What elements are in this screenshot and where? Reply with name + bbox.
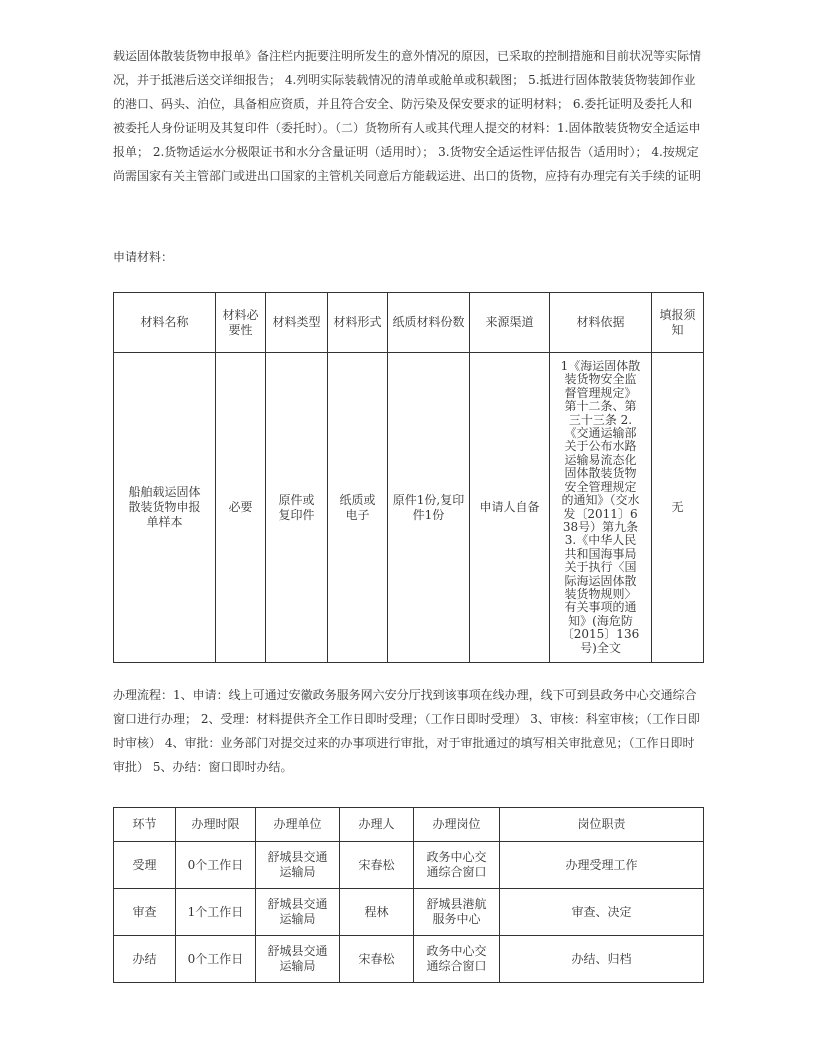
- handler-cell: 宋春松: [340, 842, 414, 889]
- time-limit-cell: 0个工作日: [176, 936, 256, 983]
- table-row: [114, 842, 704, 889]
- step-cell: 办结: [114, 936, 176, 983]
- header-material-name: 材料名称: [114, 293, 216, 353]
- material-basis-cell: 1《海运固体散装货物安全监督管理规定》第十二条、第三十三条 2.《交通运输部关于公布水路运输易流态化固体散装货物安全管理规定的通知》（交水发〔2011〕638号）第九条 3.《中华人民共和国海事局关于执行〈国际海运固体散装货物规则〉有关事项的通知》(海危防〔2015〕136号)全文: [550, 353, 652, 663]
- filling-notes-cell: 无: [652, 353, 704, 663]
- material-necessity-cell: 必要: [216, 353, 266, 663]
- header-material-necessity: 材料必要性: [216, 293, 266, 353]
- handling-unit-cell: 舒城县交通运输局: [256, 889, 340, 936]
- materials-header-row: [114, 293, 704, 353]
- post-cell: 政务中心交通综合窗口: [414, 936, 500, 983]
- source-channel-cell: 申请人自备: [470, 353, 550, 663]
- post-duty-cell: 办结、归档: [500, 936, 704, 983]
- handler-cell: 程林: [340, 889, 414, 936]
- header-handling-unit: 办理单位: [256, 808, 340, 842]
- table-row: [114, 353, 704, 663]
- header-material-form: 材料形式: [328, 293, 388, 353]
- material-form-cell: 纸质或电子: [328, 353, 388, 663]
- header-time-limit: 办理时限: [176, 808, 256, 842]
- header-paper-copies: 纸质材料份数: [388, 293, 470, 353]
- material-type-cell: 原件或复印件: [266, 353, 328, 663]
- handling-unit-cell: 舒城县交通运输局: [256, 842, 340, 889]
- step-cell: 审查: [114, 889, 176, 936]
- header-source-channel: 来源渠道: [470, 293, 550, 353]
- materials-table: [113, 292, 704, 663]
- handling-unit-cell: 舒城县交通运输局: [256, 936, 340, 983]
- application-materials-label: 申请材料：: [113, 250, 174, 264]
- process-paragraph: 办理流程：1、申请：线上可通过安徽政务服务网六安分厅找到该事项在线办理，线下可到县政务中心交通综合窗口进行办理； 2、受理：材料提供齐全工作日即时受理；（工作日即时受理） 3、审核：科室审核；（工作日即时审核） 4、审批：业务部门对提交过来的办事项进行审批，对于审批通过的填写相关审批意见；（工作日即时审批） 5、办结：窗口即时办结。: [113, 688, 700, 774]
- header-material-type: 材料类型: [266, 293, 328, 353]
- steps-header-row: [114, 808, 704, 842]
- material-name-cell: 船舶载运固体散装货物申报单样本: [114, 353, 216, 663]
- intro-paragraph: 载运固体散装货物申报单》备注栏内扼要注明所发生的意外情况的原因，已采取的控制措施和目前状况等实际情况，并于抵港后送交详细报告； 4.列明实际装载情况的清单或舱单或积载图； 5.抵进行固体散装货物装卸作业的港口、码头、泊位，具备相应资质，并且符合安全、防污染及保安要求的证明材料； 6.委托证明及委托人和被委托人身份证明及其复印件（委托时）。（二）货物所有人或其代理人提交的材料：1.固体散装货物安全适运申报单； 2.货物适运水分极限证书和水分含量证明（适用时）； 3.货物安全适运性评估报告（适用时）； 4.按规定尚需国家有关主管部门或进出口国家的主管机关同意后方能载运进、出口的货物，应持有办理完有关手续的证明: [113, 49, 702, 183]
- time-limit-cell: 1个工作日: [176, 889, 256, 936]
- post-cell: 舒城县港航服务中心: [414, 889, 500, 936]
- post-cell: 政务中心交通综合窗口: [414, 842, 500, 889]
- header-post-duty: 岗位职责: [500, 808, 704, 842]
- table-row: [114, 889, 704, 936]
- header-step: 环节: [114, 808, 176, 842]
- post-duty-cell: 办理受理工作: [500, 842, 704, 889]
- handler-cell: 宋春松: [340, 936, 414, 983]
- header-post: 办理岗位: [414, 808, 500, 842]
- post-duty-cell: 审查、决定: [500, 889, 704, 936]
- table-row: [114, 936, 704, 983]
- header-filling-notes: 填报须知: [652, 293, 704, 353]
- header-handler: 办理人: [340, 808, 414, 842]
- step-cell: 受理: [114, 842, 176, 889]
- paper-copies-cell: 原件1份,复印件1份: [388, 353, 470, 663]
- time-limit-cell: 0个工作日: [176, 842, 256, 889]
- process-steps-table: [113, 807, 704, 983]
- header-material-basis: 材料依据: [550, 293, 652, 353]
